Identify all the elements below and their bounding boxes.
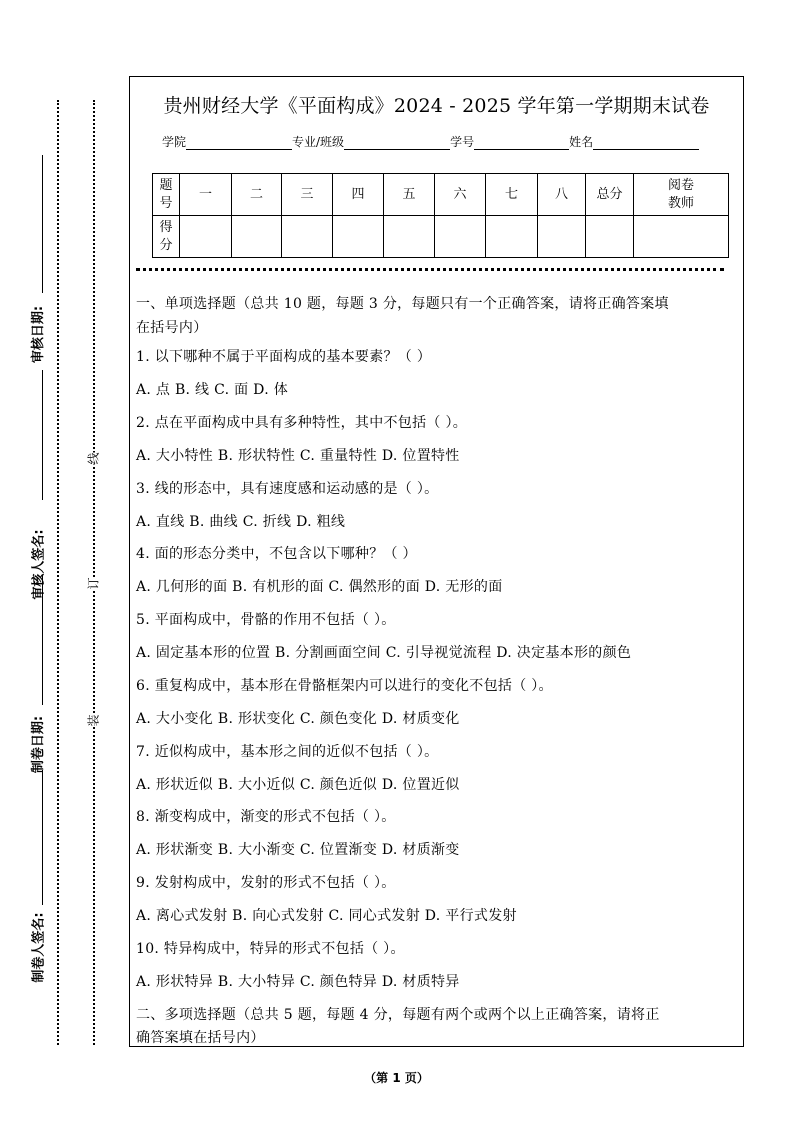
question-text: 9. 发射构成中，发射的形式不包括（ ）。 — [136, 875, 396, 891]
score-cell[interactable] — [538, 216, 586, 258]
col-4: 四 — [333, 174, 384, 216]
score-cell[interactable] — [232, 216, 282, 258]
compile-date-line — [42, 575, 43, 705]
cut-dotted-line — [93, 100, 95, 1045]
score-table-header-row — [153, 174, 729, 216]
question-options: A. 形状近似 B. 大小近似 C. 颜色近似 D. 位置近似 — [136, 777, 460, 793]
major-class-label: 专业/班级 — [292, 135, 345, 149]
section2-heading-cont: 确答案填在括号内） — [136, 1030, 265, 1046]
score-cell[interactable] — [435, 216, 486, 258]
section1-heading: 一、单项选择题（总共 10 题，每题 3 分，每题只有一个正确答案，请将正确答案填 — [136, 296, 669, 312]
exam-title: 贵州财经大学《平面构成》2024 - 2025 学年第一学期期末试卷 — [163, 95, 710, 117]
question-options: A. 形状特异 B. 大小特异 C. 颜色特异 D. 材质特异 — [136, 974, 460, 990]
col-7: 七 — [486, 174, 538, 216]
question-options: A. 直线 B. 曲线 C. 折线 D. 粗线 — [136, 514, 346, 530]
exam-frame — [129, 76, 744, 1047]
score-cell[interactable] — [333, 216, 384, 258]
question-options: A. 固定基本形的位置 B. 分割画面空间 C. 引导视觉流程 D. 决定基本形的颜色 — [136, 645, 632, 661]
binding-margin — [0, 0, 128, 1060]
grader-header: 阅卷 教师 — [634, 174, 729, 216]
score-table — [152, 173, 729, 258]
compile-date-label: 制卷日期: — [31, 715, 47, 774]
outer-dotted-line — [57, 100, 59, 1045]
score-cell[interactable] — [586, 216, 634, 258]
separator-dotted — [136, 268, 724, 271]
question-options: A. 点 B. 线 C. 面 D. 体 — [136, 382, 288, 398]
reviewer-signature-label: 审核人签名: — [31, 529, 47, 600]
question-number-header: 题 号 — [153, 174, 180, 216]
student-id-field[interactable] — [474, 137, 569, 150]
score-row-header: 得 分 — [153, 216, 180, 258]
review-date-line — [42, 155, 43, 293]
question-options: A. 大小特性 B. 形状特性 C. 重量特性 D. 位置特性 — [136, 448, 460, 464]
col-total: 总分 — [586, 174, 634, 216]
col-6: 六 — [435, 174, 486, 216]
compiler-signature-line — [42, 770, 43, 905]
cut-mark-mount: 装 — [83, 714, 104, 726]
compiler-signature-label: 制卷人签名: — [31, 912, 47, 983]
question-options: A. 形状渐变 B. 大小渐变 C. 位置渐变 D. 材质渐变 — [136, 842, 460, 858]
college-field[interactable] — [186, 137, 292, 150]
student-id-label: 学号 — [450, 135, 475, 149]
page-number: （第 1 页） — [364, 1071, 429, 1085]
score-cell[interactable] — [180, 216, 232, 258]
section2-heading: 二、多项选择题（总共 5 题，每题 4 分，每题有两个或两个以上正确答案，请将正 — [136, 1007, 660, 1023]
question-text: 7. 近似构成中，基本形之间的近似不包括（ ）。 — [136, 744, 439, 760]
cut-mark-bind: 订 — [83, 577, 104, 589]
question-options: A. 几何形的面 B. 有机形的面 C. 偶然形的面 D. 无形的面 — [136, 579, 503, 595]
question-text: 3. 线的形态中，具有速度感和运动感的是（ ）。 — [136, 481, 439, 497]
score-table-score-row — [153, 216, 729, 258]
major-class-field[interactable] — [344, 137, 450, 150]
question-text: 5. 平面构成中，骨骼的作用不包括（ ）。 — [136, 612, 396, 628]
name-label: 姓名 — [569, 135, 594, 149]
cut-mark-line: 线 — [83, 452, 104, 464]
col-1: 一 — [180, 174, 232, 216]
col-5: 五 — [384, 174, 435, 216]
score-cell[interactable] — [384, 216, 435, 258]
question-text: 2. 点在平面构成中具有多种特性，其中不包括（ ）。 — [136, 415, 468, 431]
col-8: 八 — [538, 174, 586, 216]
question-text: 1. 以下哪种不属于平面构成的基本要素？（ ） — [136, 349, 432, 365]
question-text: 10. 特异构成中，特异的形式不包括（ ）。 — [136, 941, 405, 957]
col-2: 二 — [232, 174, 282, 216]
question-options: A. 大小变化 B. 形状变化 C. 颜色变化 D. 材质变化 — [136, 711, 460, 727]
question-text: 6. 重复构成中，基本形在骨骼框架内可以进行的变化不包括（ ）。 — [136, 678, 553, 694]
score-cell[interactable] — [486, 216, 538, 258]
name-field[interactable] — [593, 137, 699, 150]
question-text: 4. 面的形态分类中，不包含以下哪种？（ ） — [136, 546, 417, 562]
reviewer-signature-line — [42, 370, 43, 500]
section1-heading-cont: 在括号内） — [136, 320, 208, 336]
review-date-label: 审核日期: — [31, 305, 47, 364]
question-options: A. 离心式发射 B. 向心式发射 C. 同心式发射 D. 平行式发射 — [136, 908, 517, 924]
score-cell[interactable] — [282, 216, 333, 258]
col-3: 三 — [282, 174, 333, 216]
question-text: 8. 渐变构成中，渐变的形式不包括（ ）。 — [136, 809, 396, 825]
grader-cell[interactable] — [634, 216, 729, 258]
student-info-row — [162, 133, 699, 150]
college-label: 学院 — [162, 135, 187, 149]
